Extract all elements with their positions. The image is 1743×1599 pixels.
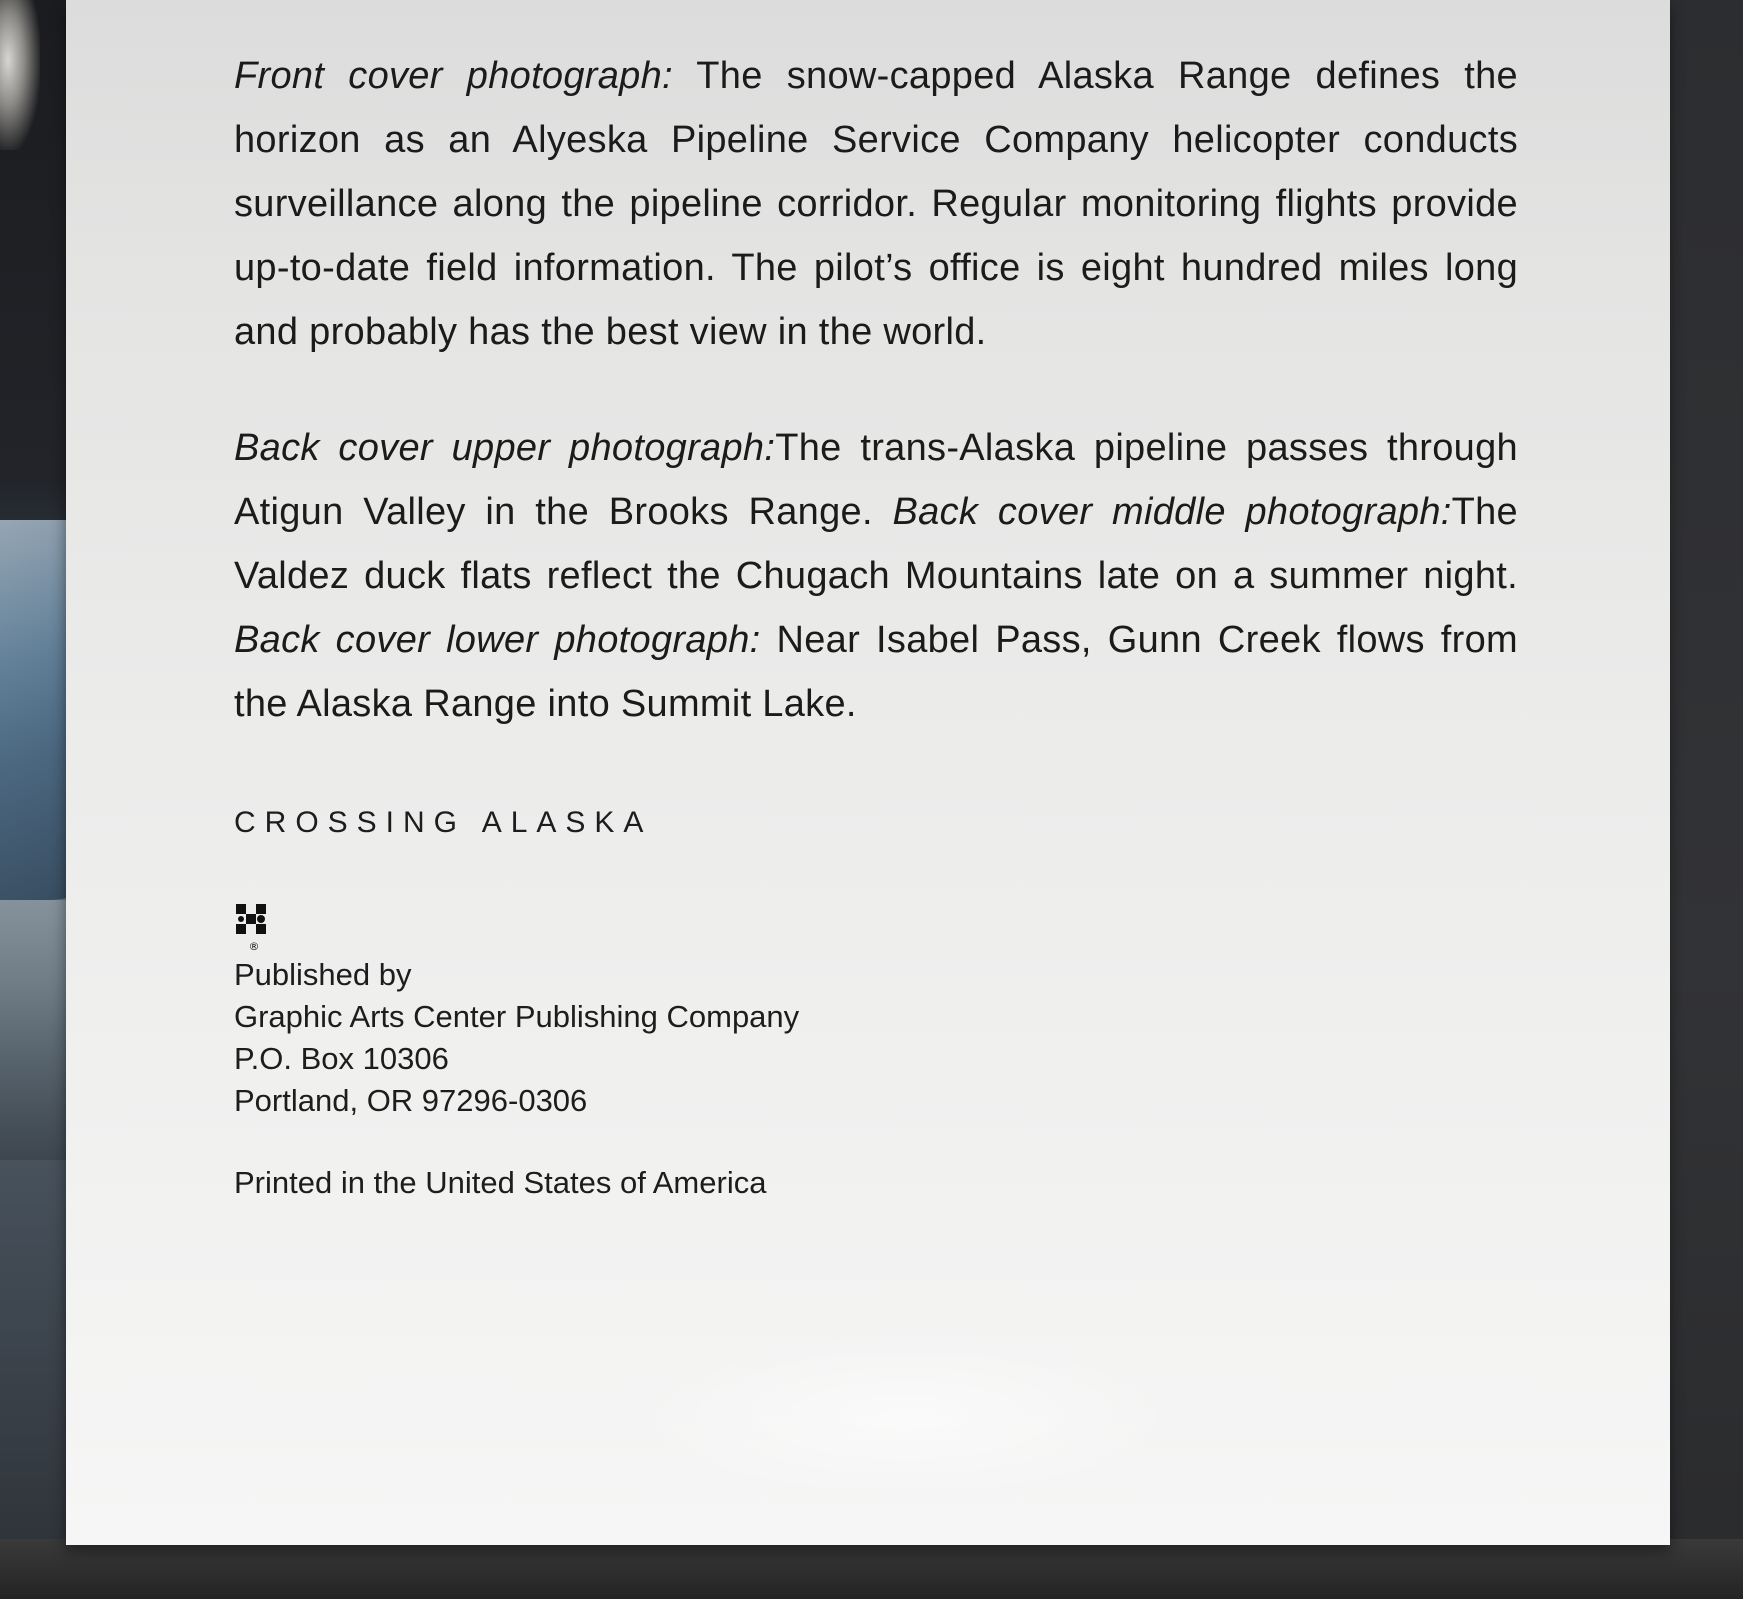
registered-mark: ® bbox=[248, 940, 260, 953]
published-by: Published by bbox=[234, 957, 412, 992]
front-cover-caption-label: Front cover photograph: bbox=[234, 55, 673, 97]
publisher-block bbox=[234, 954, 1518, 1122]
background-object bbox=[0, 0, 40, 150]
back-cover-upper-text: The trans-Alaska pipeline passes through Atigun Valley in the Brooks Range. bbox=[234, 427, 1518, 533]
publisher-po-box: P.O. Box 10306 bbox=[234, 1041, 449, 1076]
publisher-logo bbox=[234, 902, 274, 954]
book-page bbox=[66, 0, 1670, 1545]
background-right bbox=[1663, 0, 1743, 1599]
background-bottom bbox=[0, 1539, 1743, 1599]
back-cover-middle-label: Back cover middle photograph: bbox=[892, 491, 1452, 533]
front-cover-caption-text: The snow-capped Alaska Range defines the horizon as an Alyeska Pipeline Service Company helicopter conducts surveillance along the pipeline corridor. Regular monitoring flights provide up-to-date field information. The pilot’s office is eight hundred miles long and probably has the best view in the world. bbox=[234, 55, 1518, 353]
back-cover-upper-label: Back cover upper photograph: bbox=[234, 427, 776, 469]
front-cover-caption bbox=[234, 44, 1518, 364]
back-cover-lower-text: Near Isabel Pass, Gunn Creek flows from the Alaska Range into Summit Lake. bbox=[234, 619, 1518, 725]
back-cover-middle-text: The Valdez duck flats reflect the Chugach Mountains late on a summer night. bbox=[234, 491, 1518, 597]
page-content bbox=[234, 44, 1518, 1204]
printed-in: Printed in the United States of America bbox=[234, 1165, 767, 1200]
back-cover-lower-label: Back cover lower photograph: bbox=[234, 619, 761, 661]
book-title: CROSSING ALASKA bbox=[234, 806, 653, 839]
publisher-logo-icon bbox=[234, 902, 274, 954]
back-cover-captions bbox=[234, 416, 1518, 736]
publisher-city: Portland, OR 97296-0306 bbox=[234, 1083, 588, 1118]
publisher-name: Graphic Arts Center Publishing Company bbox=[234, 999, 800, 1034]
